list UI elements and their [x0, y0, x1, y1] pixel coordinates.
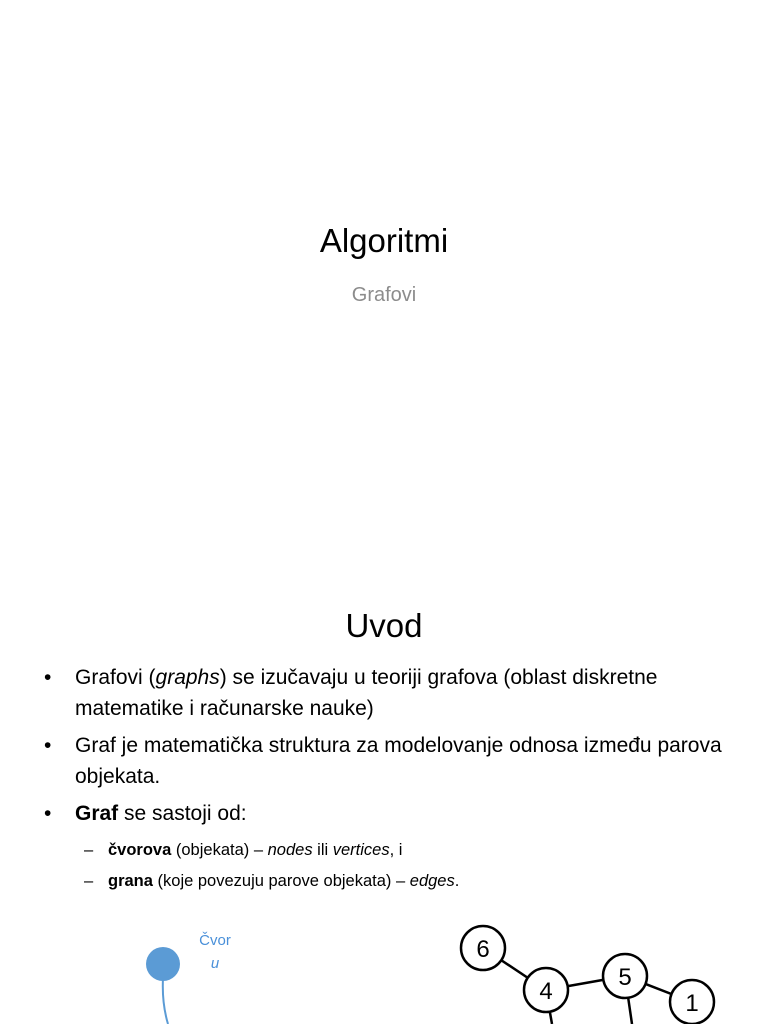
node-u	[146, 947, 180, 981]
bullet-item	[0, 798, 768, 829]
bullet-text: Graf je matematička struktura za modelovanje odnosa između parova objekata.	[75, 734, 722, 788]
svg-text:5: 5	[618, 964, 632, 991]
graph-node-1	[670, 980, 714, 1024]
slide-subtitle: Grafovi	[351, 284, 417, 306]
graph-node-6	[461, 926, 505, 970]
slide-title: Algoritmi	[319, 222, 449, 259]
sub-bullet-text: (objekata) –	[171, 841, 268, 859]
bullet-dot-icon: •	[44, 802, 52, 825]
sub-bullet-text-italic: edges	[409, 872, 455, 890]
bullet-text-bold: Graf	[75, 802, 119, 825]
bullet-dot-icon: •	[44, 734, 52, 757]
sub-bullet-text-italic: vertices	[332, 841, 390, 859]
bullet-text: ) se izučavaju u teoriji grafova (oblast diskretne matematike i računarske nauke)	[75, 666, 658, 720]
graph-node-4	[524, 968, 568, 1012]
bullet-item	[0, 730, 768, 792]
bullet-dot-icon: •	[44, 666, 52, 689]
bullet-item	[0, 662, 768, 724]
bullet-text: se sastoji od:	[118, 802, 247, 825]
bullet-list	[0, 662, 768, 897]
sub-bullet-text: , i	[389, 841, 403, 859]
sub-bullet-item	[0, 835, 768, 866]
edge-line	[163, 978, 168, 1024]
slide-title: Uvod	[345, 607, 423, 644]
sub-bullet-text-bold: čvorova	[108, 841, 172, 859]
node-label: Čvor	[199, 932, 231, 949]
bullet-text-italic: graphs	[155, 666, 220, 689]
sub-bullet-text: .	[454, 872, 460, 890]
svg-text:6: 6	[476, 936, 490, 963]
graph-diagram	[0, 906, 768, 1024]
sub-bullet-item	[0, 866, 768, 897]
node-var-label: u	[210, 955, 220, 972]
sub-bullet-text-bold: grana	[108, 872, 153, 890]
graph-node-5	[603, 954, 647, 998]
dash-icon: –	[84, 841, 94, 859]
content-slide	[0, 576, 768, 1024]
sub-bullet-text-italic: nodes	[267, 841, 313, 859]
dash-icon: –	[84, 872, 94, 890]
graph-svg	[0, 906, 768, 1024]
bullet-text: Grafovi (	[75, 666, 156, 689]
sub-bullet-text: (koje povezuju parove objekata) –	[152, 872, 410, 890]
svg-text:4: 4	[539, 978, 553, 1005]
svg-text:1: 1	[685, 990, 699, 1017]
sub-bullet-text: ili	[312, 841, 333, 859]
